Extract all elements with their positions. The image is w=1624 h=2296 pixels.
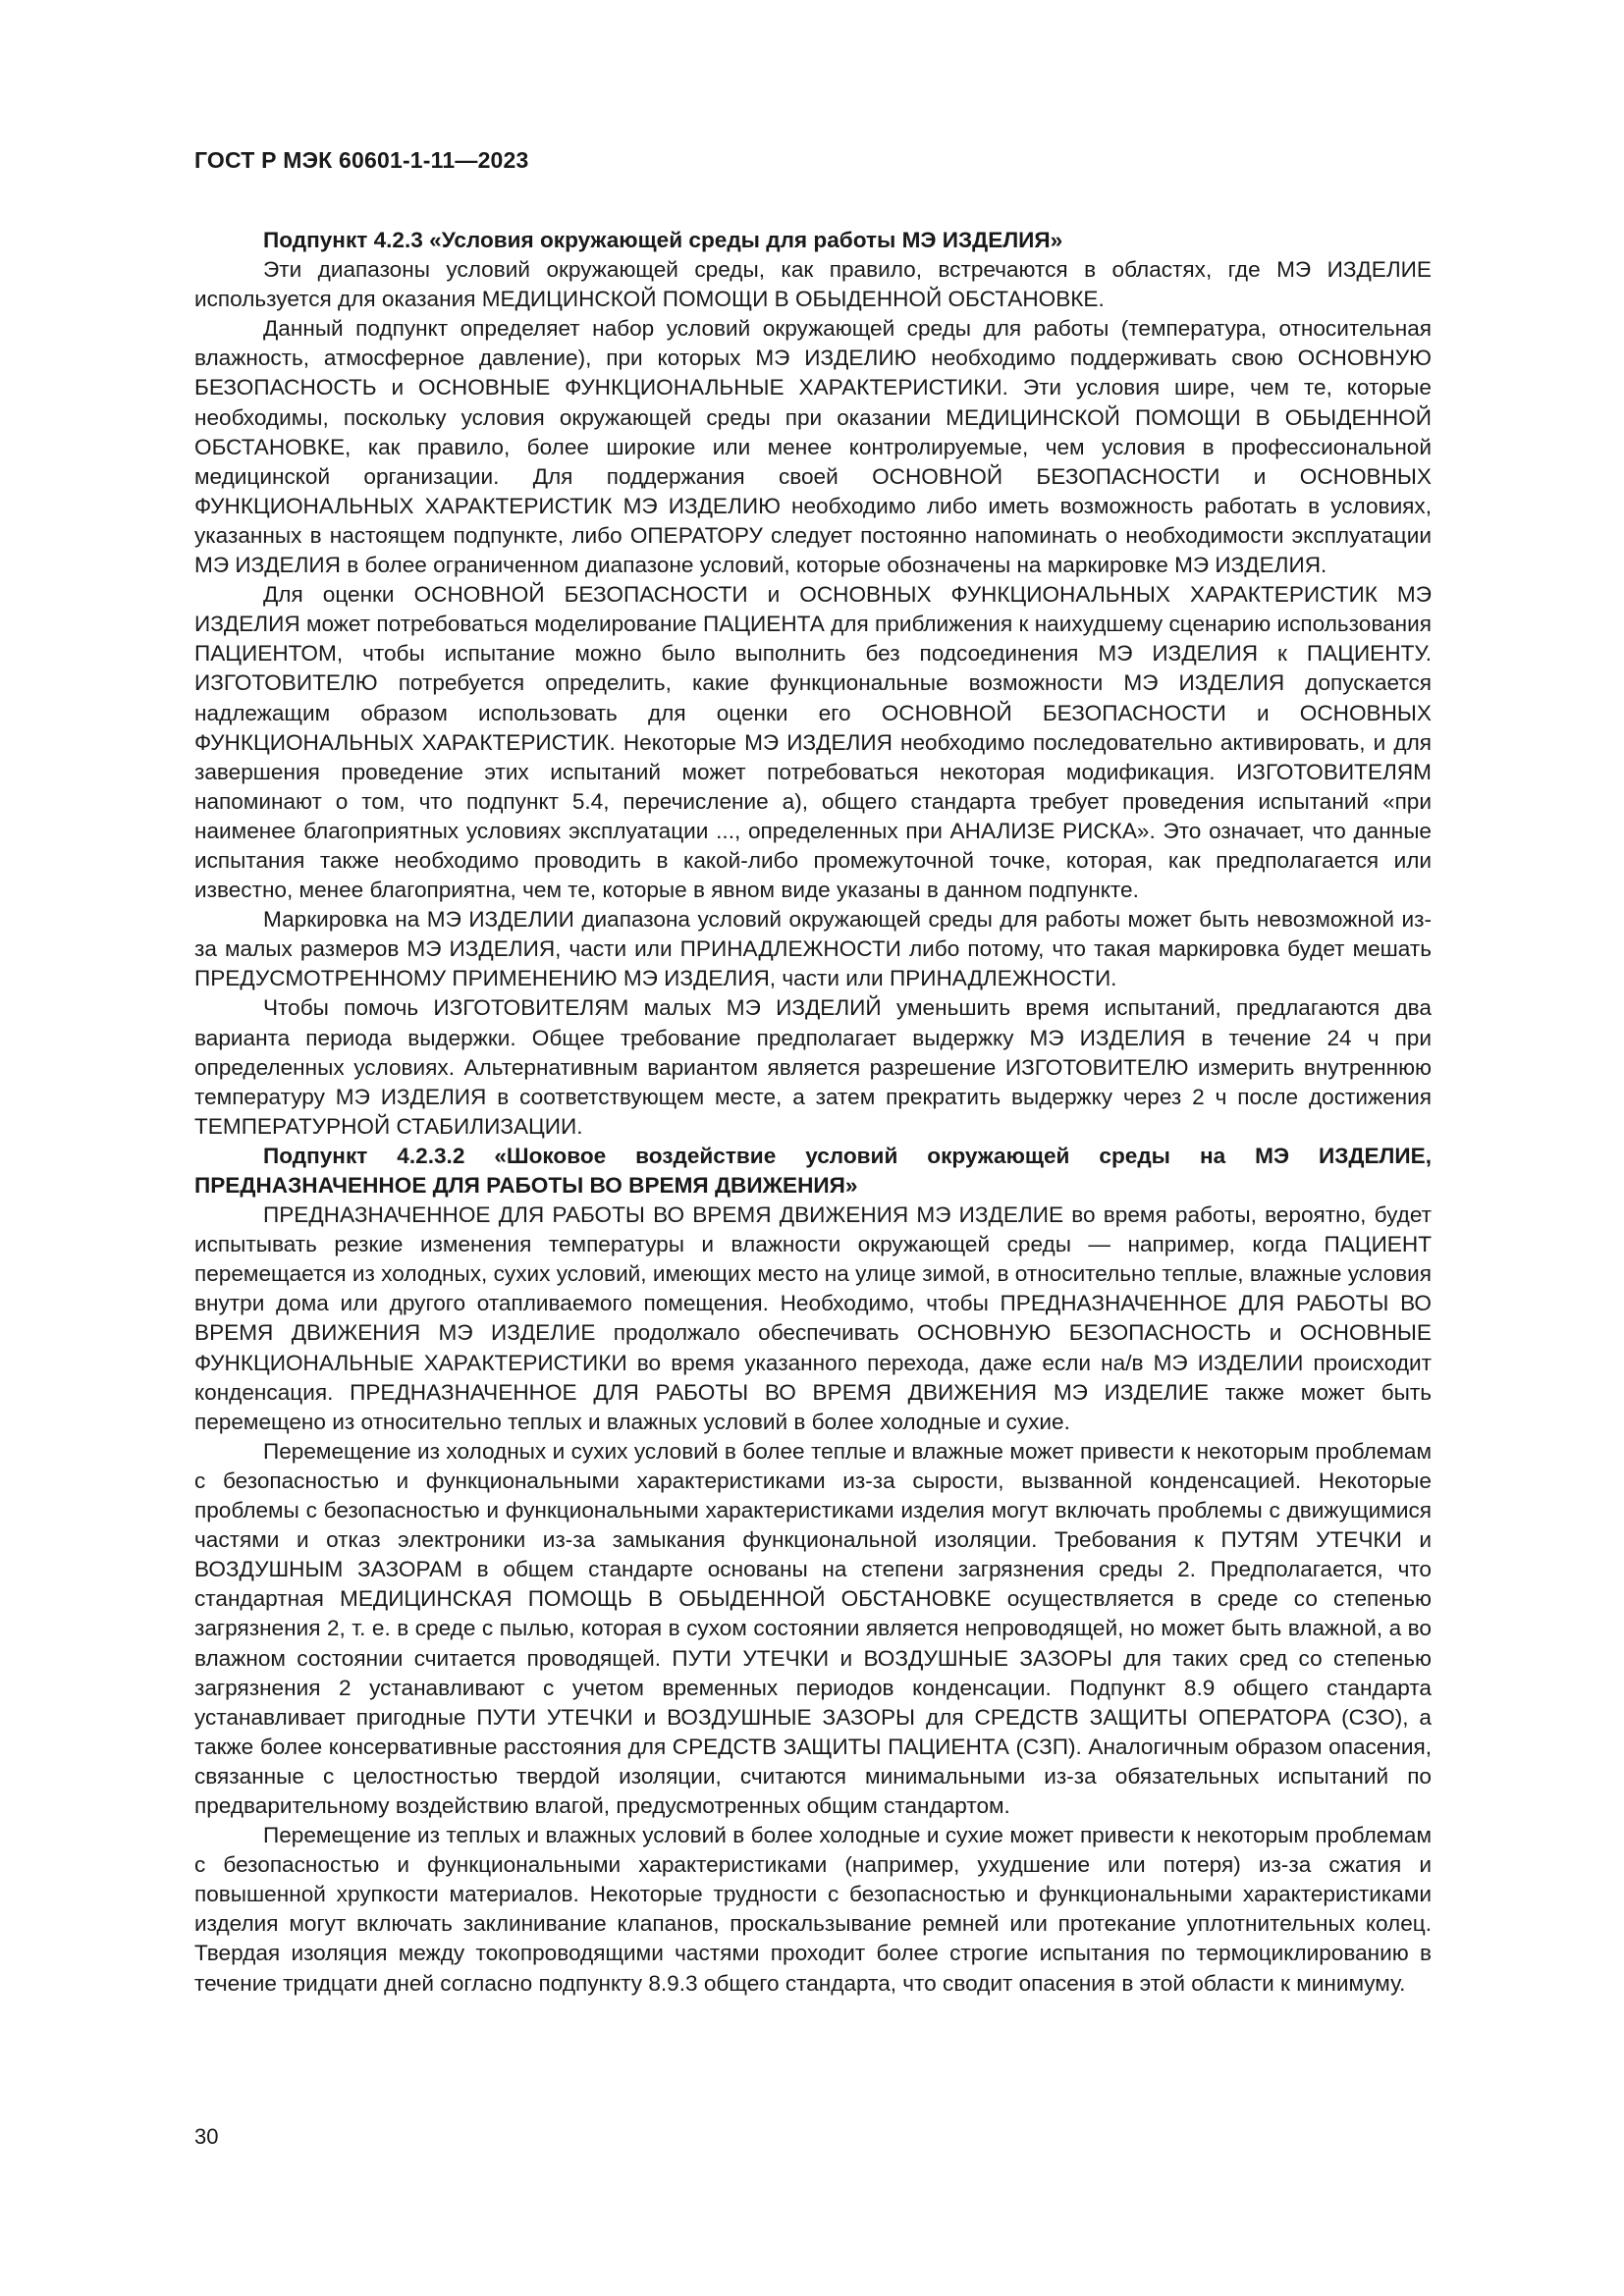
paragraph: Данный подпункт определяет набор условий окружающей среды для работы (температура, относительная влажность, атмосферное давление), при которых МЭ ИЗДЕЛИЮ необходимо поддерживать свою ОСНОВНУЮ БЕЗОПАСНОСТЬ и ОСНОВНЫЕ ФУНКЦИОНАЛЬНЫЕ ХАРАКТЕРИСТИКИ. Эти условия шире, чем те, которые необходимы, поскольку условия окружающей среды при оказании МЕДИЦИНСКОЙ ПОМОЩИ В ОБЫДЕННОЙ ОБСТАНОВКЕ, как правило, более широкие или менее контролируемые, чем условия в профессиональной медицинской организации. Для поддержания своей ОСНОВНОЙ БЕЗОПАСНОСТИ и ОСНОВНЫХ ФУНКЦИОНАЛЬНЫХ ХАРАКТЕРИСТИК МЭ ИЗДЕЛИЮ необходимо либо иметь возможность работать в условиях, указанных в настоящем подпункте, либо ОПЕРАТОРУ следует постоянно напоминать о необходимости эксплуатации МЭ ИЗДЕЛИЯ в более ограниченном диапазоне условий, которые обозначены на маркировке МЭ ИЗДЕЛИЯ. (194, 316, 1432, 578)
section-heading: Подпункт 4.2.3 «Условия окружающей среды для работы МЭ ИЗДЕЛИЯ» (263, 228, 1063, 252)
paragraph: Для оценки ОСНОВНОЙ БЕЗОПАСНОСТИ и ОСНОВНЫХ ФУНКЦИОНАЛЬНЫХ ХАРАКТЕРИСТИК МЭ ИЗДЕЛИЯ может потребоваться моделирование ПАЦИЕНТА для приближения к наихудшему сценарию использования ПАЦИЕНТОМ, чтобы испытание можно было выполнить без подсоединения МЭ ИЗДЕЛИЯ к ПАЦИЕНТУ. ИЗГОТОВИТЕЛЮ потребуется определить, какие функциональные возможности МЭ ИЗДЕЛИЯ допускается надлежащим образом использовать для оценки его ОСНОВНОЙ БЕЗОПАСНОСТИ и ОСНОВНЫХ ФУНКЦИОНАЛЬНЫХ ХАРАКТЕРИСТИК. Некоторые МЭ ИЗДЕЛИЯ необходимо последовательно активировать, и для завершения проведение этих испытаний может потребоваться некоторая модификация. ИЗГОТОВИТЕЛЯМ напоминают о том, что подпункт 5.4, перечисление а), общего стандарта требует проведения испытаний «при наименее благоприятных условиях эксплуатации ..., определенных при АНАЛИЗЕ РИСКА». Это означает, что данные испытания также необходимо проводить в какой-либо промежуточной точке, которая, как предполагается или известно, менее благоприятна, чем те, которые в явном виде указаны в данном подпункте. (194, 582, 1432, 903)
page-number: 30 (194, 2124, 219, 2149)
section-heading: Подпункт 4.2.3.2 «Шоковое воздействие условий окружающей среды на МЭ ИЗДЕЛИЕ, ПРЕДНАЗНАЧЕННОЕ ДЛЯ РАБОТЫ ВО ВРЕМЯ ДВИЖЕНИЯ» (194, 1143, 1432, 1198)
paragraph: Чтобы помочь ИЗГОТОВИТЕЛЯМ малых МЭ ИЗДЕЛИЙ уменьшить время испытаний, предлагаются два варианта периода выдержки. Общее требование предполагает выдержку МЭ ИЗДЕЛИЯ в течение 24 ч при определенных условиях. Альтернативным вариантом является разрешение ИЗГОТОВИТЕЛЮ измерить внутреннюю температуру МЭ ИЗДЕЛИЯ в соответствующем месте, а затем прекратить выдержку через 2 ч после достижения ТЕМПЕРАТУРНОЙ СТАБИЛИЗАЦИИ. (194, 995, 1432, 1139)
paragraph: Маркировка на МЭ ИЗДЕЛИИ диапазона условий окружающей среды для работы может быть невозможной из-за малых размеров МЭ ИЗДЕЛИЯ, части или ПРИНАДЛЕЖНОСТИ либо потому, что такая маркировка будет мешать ПРЕДУСМОТРЕННОМУ ПРИМЕНЕНИЮ МЭ ИЗДЕЛИЯ, части или ПРИНАДЛЕЖНОСТИ. (194, 907, 1432, 991)
paragraph: Эти диапазоны условий окружающей среды, как правило, встречаются в областях, где МЭ ИЗДЕЛИЕ используется для оказания МЕДИЦИНСКОЙ ПОМОЩИ В ОБЫДЕННОЙ ОБСТАНОВКЕ. (194, 257, 1432, 312)
paragraph: Перемещение из теплых и влажных условий в более холодные и сухие может привести к некоторым проблемам с безопасностью и функциональными характеристиками (например, ухудшение или потеря) из-за сжатия и повышенной хрупкости материалов. Некоторые трудности с безопасностью и функциональными характеристиками изделия могут включать заклинивание клапанов, проскальзывание ремней или протекание уплотнительных колец. Твердая изоляция между токопроводящими частями проходит более строгие испытания по термоциклированию в течение тридцати дней согласно подпункту 8.9.3 общего стандарта, что сводит опасения в этой области к минимуму. (194, 1823, 1432, 1996)
document-header: ГОСТ Р МЭК 60601-1-11—2023 (194, 147, 529, 173)
document-body (194, 226, 1432, 1999)
paragraph: ПРЕДНАЗНАЧЕННОЕ ДЛЯ РАБОТЫ ВО ВРЕМЯ ДВИЖЕНИЯ МЭ ИЗДЕЛИЕ во время работы, вероятно, будет испытывать резкие изменения температуры и влажности окружающей среды — например, когда ПАЦИЕНТ перемещается из холодных, сухих условий, имеющих место на улице зимой, в относительно теплые, влажные условия внутри дома или другого отапливаемого помещения. Необходимо, чтобы ПРЕДНАЗНАЧЕННОЕ ДЛЯ РАБОТЫ ВО ВРЕМЯ ДВИЖЕНИЯ МЭ ИЗДЕЛИЕ продолжало обеспечивать ОСНОВНУЮ БЕЗОПАСНОСТЬ и ОСНОВНЫЕ ФУНКЦИОНАЛЬНЫЕ ХАРАКТЕРИСТИКИ во время указанного перехода, даже если на/в МЭ ИЗДЕЛИИ происходит конденсация. ПРЕДНАЗНАЧЕННОЕ ДЛЯ РАБОТЫ ВО ВРЕМЯ ДВИЖЕНИЯ МЭ ИЗДЕЛИЕ также может быть перемещено из относительно теплых и влажных условий в более холодные и сухие. (194, 1202, 1432, 1434)
paragraph: Перемещение из холодных и сухих условий в более теплые и влажные может привести к некоторым проблемам с безопасностью и функциональными характеристиками из-за сырости, вызванной конденсацией. Некоторые проблемы с безопасностью и функциональными характеристиками изделия могут включать проблемы с движущимися частями и отказ электроники из-за замыкания функциональной изоляции. Требования к ПУТЯМ УТЕЧКИ и ВОЗДУШНЫМ ЗАЗОРАМ в общем стандарте основаны на степени загрязнения среды 2. Предполагается, что стандартная МЕДИЦИНСКАЯ ПОМОЩЬ В ОБЫДЕННОЙ ОБСТАНОВКЕ осуществляется в среде со степенью загрязнения 2, т. е. в среде с пылью, которая в сухом состоянии является непроводящей, но может быть влажной, а во влажном состоянии считается проводящей. ПУТИ УТЕЧКИ и ВОЗДУШНЫЕ ЗАЗОРЫ для таких сред со степенью загрязнения 2 устанавливают с учетом временных периодов конденсации. Подпункт 8.9 общего стандарта устанавливает пригодные ПУТИ УТЕЧКИ и ВОЗДУШНЫЕ ЗАЗОРЫ для СРЕДСТВ ЗАЩИТЫ ОПЕРАТОРА (СЗО), а также более консервативные расстояния для СРЕДСТВ ЗАЩИТЫ ПАЦИЕНТА (СЗП). Аналогичным образом опасения, связанные с целостностью твердой изоляции, считаются минимальными из-за обязательных испытаний по предварительному воздействию влагой, предусмотренных общим стандартом. (194, 1438, 1432, 1818)
